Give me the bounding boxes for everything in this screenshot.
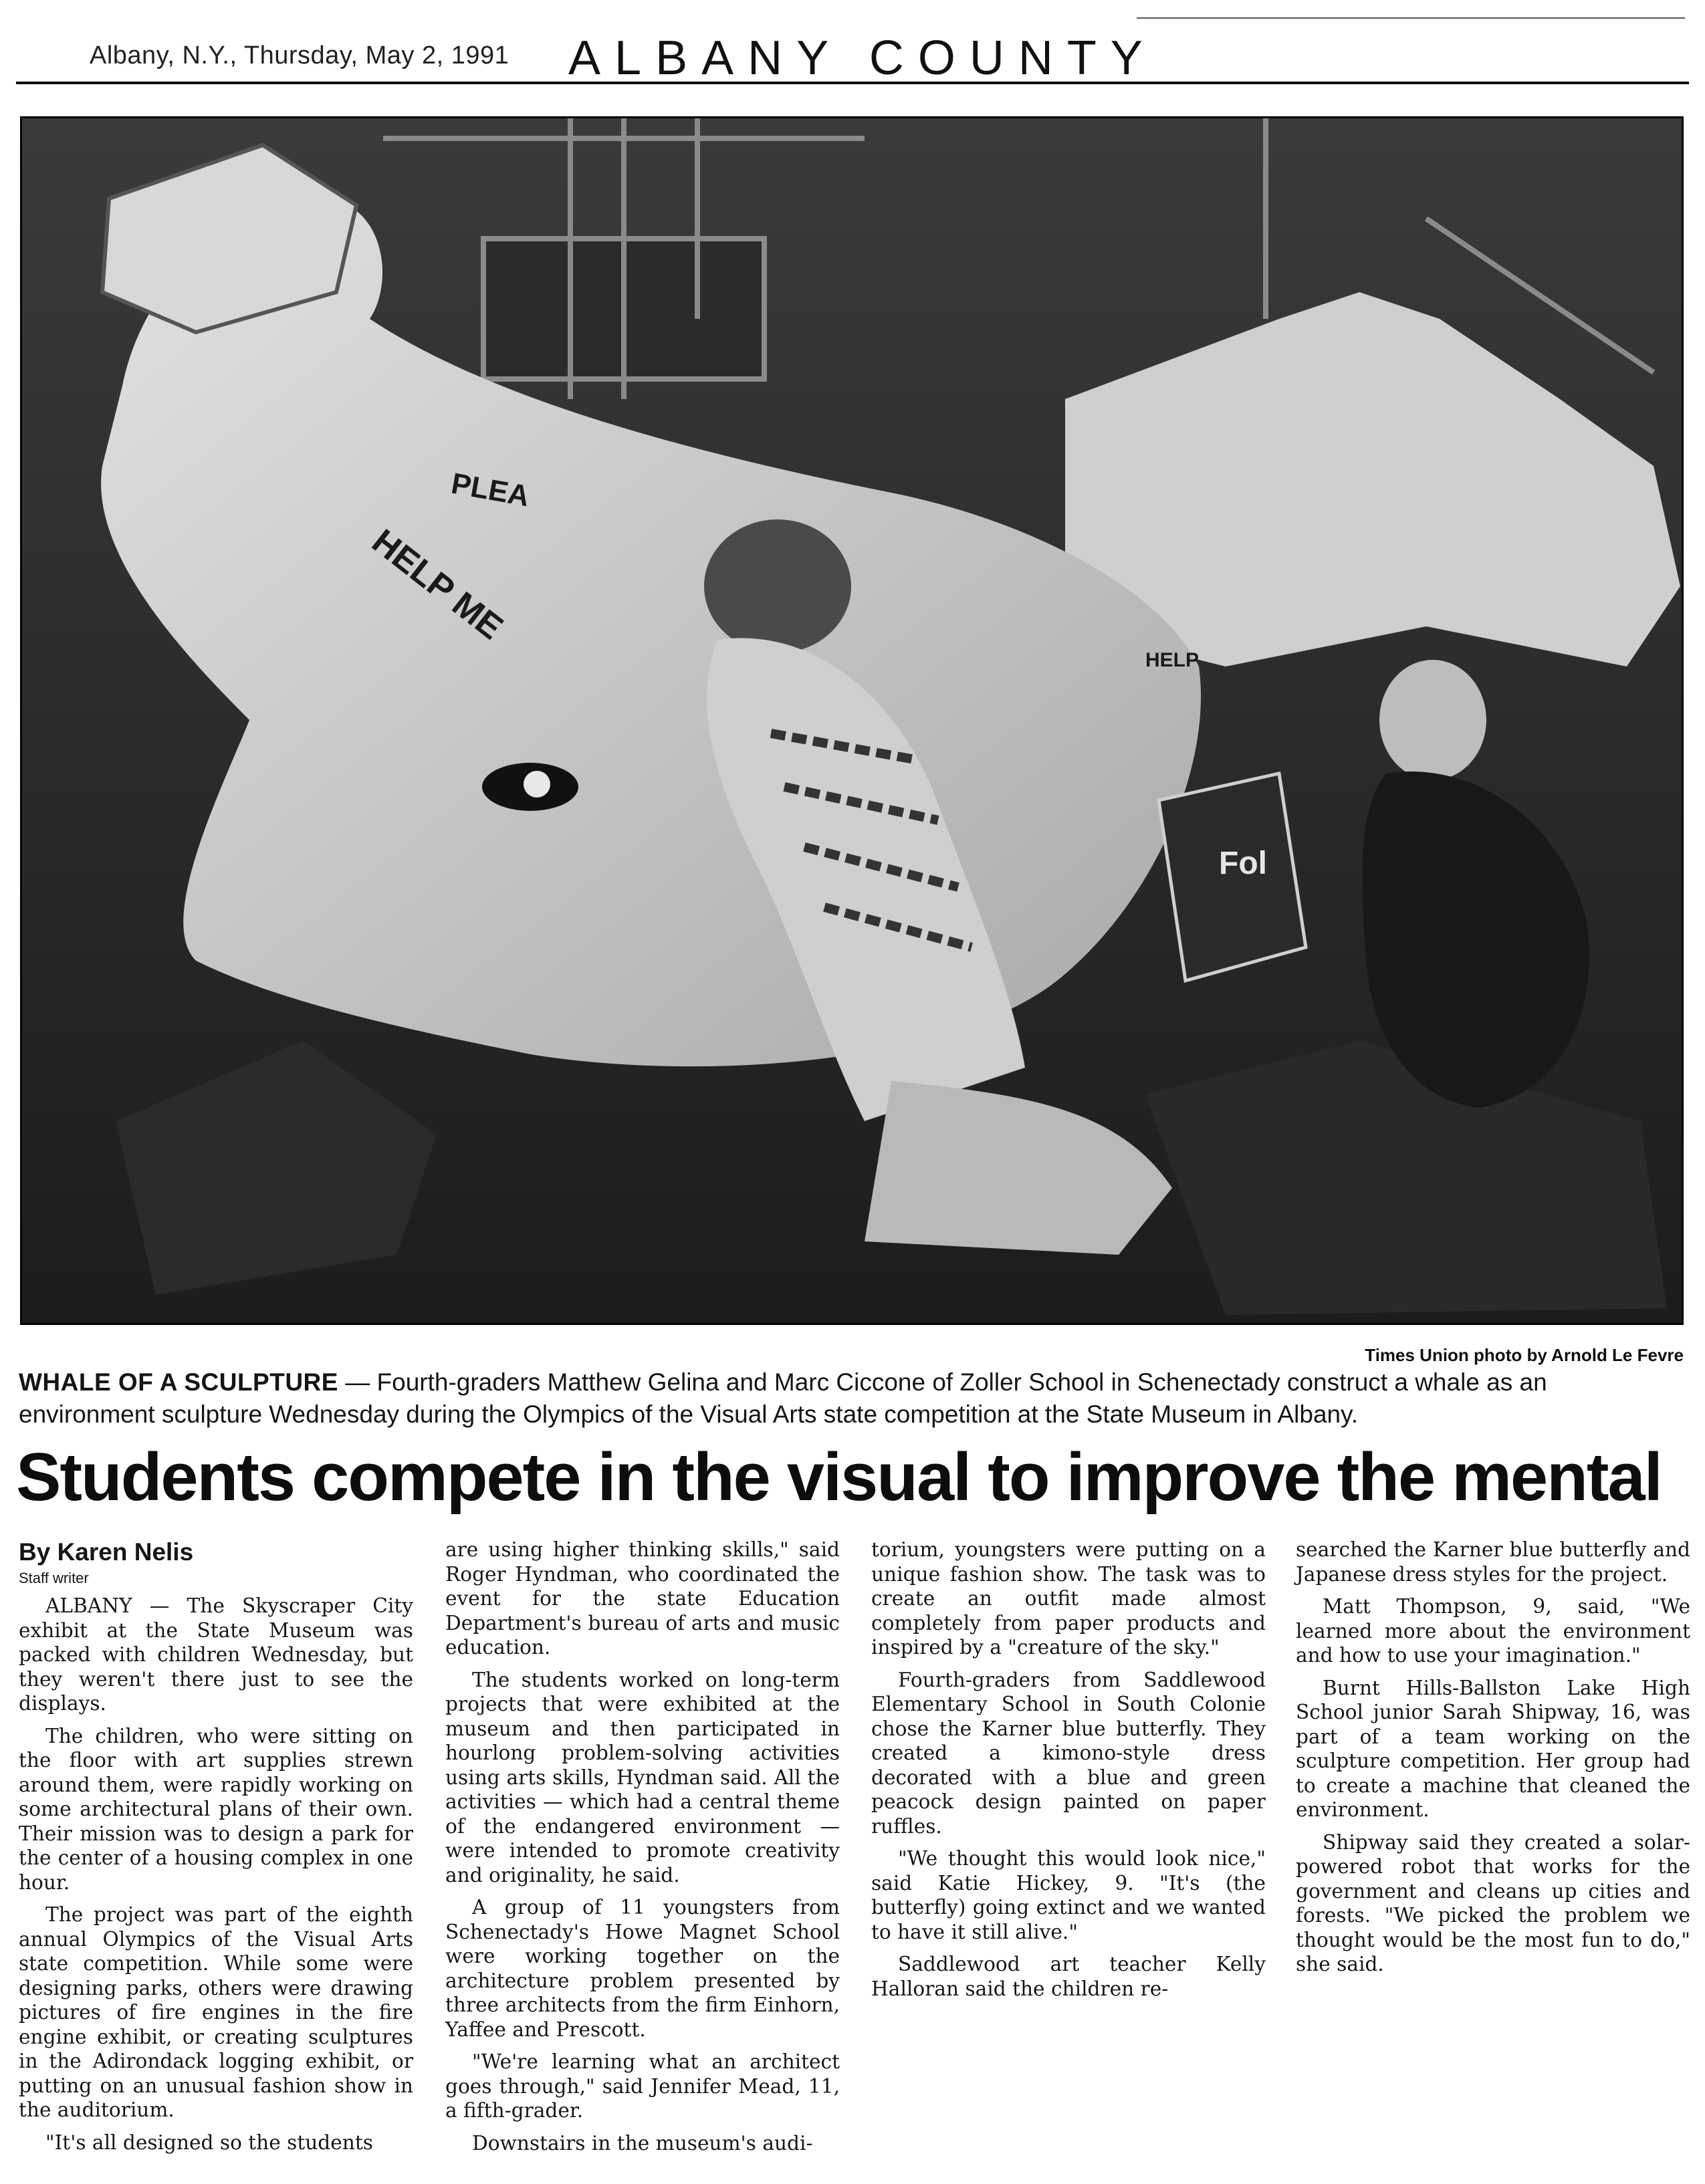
article-column-4 <box>1296 1538 1690 1985</box>
can-label: Fol <box>1219 846 1267 881</box>
paragraph: ALBANY — The Skyscraper City exhibit at the State Museum was packed with children Wednesday, but they weren't there just to see the displays. <box>19 1594 413 1715</box>
header-rule <box>16 82 1689 84</box>
byline: By Karen Nelis <box>19 1538 194 1566</box>
section-title: ALBANY COUNTY <box>568 31 1157 85</box>
paragraph: Matt Thompson, 9, said, "We learned more about the environment and how to use your imagination." <box>1296 1595 1690 1667</box>
headline: Students compete in the visual to improve the mental <box>16 1440 1662 1515</box>
whale-text-help: HELP <box>1145 649 1200 671</box>
photo-credit: Times Union photo by Arnold Le Fevre <box>1365 1345 1684 1365</box>
photo-illustration <box>22 118 1682 1323</box>
paragraph: "We're learning what an architect goes through," said Jennifer Mead, 11, a fifth-grader. <box>445 2050 840 2122</box>
byline-role: Staff writer <box>19 1570 89 1586</box>
top-rule <box>1137 17 1685 19</box>
paragraph: searched the Karner blue butterfly and Japanese dress styles for the project. <box>1296 1538 1690 1586</box>
paragraph: The children, who were sitting on the floor with art supplies strewn around them, were rapidly working on some architectural plans of their own. Their mission was to design a park for the center of a housing complex in one hour. <box>19 1724 413 1894</box>
paragraph: Downstairs in the museum's audi- <box>472 2131 813 2155</box>
coffee-can <box>1159 773 1306 981</box>
paragraph: are using higher thinking skills," said Roger Hyndman, who coordinated the event for the state Education Department's bureau of arts and music education. <box>445 1538 840 1659</box>
paragraph: The project was part of the eighth annual Olympics of the Visual Arts state competition. While some were designing parks, others were drawing pictures of fire engines in the fire engine exhibit, or creating sculptures in the Adirondack logging exhibit, or putting on an unusual fashion show in the auditorium. <box>19 1903 413 2121</box>
paragraph: Fourth-graders from Saddlewood Elementary School in South Colonie chose the Karner blue butterfly. They created a kimono-style dress decorated with a blue and green peacock design painted on paper ruffles. <box>871 1668 1266 1838</box>
paragraph: A group of 11 youngsters from Schenectady's Howe Magnet School were working together on the architecture problem presented by three architects from the firm Einhorn, Yaffee and Prescott. <box>445 1896 840 2041</box>
article-column-3 <box>871 1538 1266 2009</box>
article-column-1 <box>19 1538 413 2163</box>
paragraph: torium, youngsters were putting on a unique fashion show. The task was to create an outfit made almost completely from paper products and inspired by a "creature of the sky." <box>871 1538 1266 1659</box>
news-photo <box>20 116 1684 1325</box>
paragraph: The students worked on long-term projects that were exhibited at the museum and then participated in hourlong problem-solving activities using arts skills, Hyndman said. All the activities — which had a central theme of the endangered environment — were intended to promote creativity and originality, he said. <box>445 1668 840 1887</box>
article-column-2 <box>445 1538 840 2163</box>
dateline: Albany, N.Y., Thursday, May 2, 1991 <box>90 41 509 70</box>
paragraph: Saddlewood art teacher Kelly Halloran said the children re- <box>871 1953 1266 2000</box>
whale-text-help-me: HELP ME <box>364 521 510 648</box>
whale-eye-highlight <box>524 771 550 798</box>
whale-text-plea: PLEA <box>449 467 532 513</box>
paragraph: Shipway said they created a solar-powered robot that works for the government and cleans up cities and forests. "We picked the problem we thought would be the most fun to do," she said. <box>1296 1830 1690 1975</box>
paragraph: "It's all designed so the students <box>45 2131 373 2154</box>
caption-text: — Fourth-graders Matthew Gelina and Marc Ciccone of Zoller School in Schenectady construct a whale as an environment sculpture Wednesday during the Olympics of the Visual Arts state competition at the State Museum in Albany. <box>19 1368 1547 1428</box>
paragraph: "We thought this would look nice," said Katie Hickey, 9. "It's (the butterfly) going extinct and we wanted to have it still alive." <box>871 1847 1266 1943</box>
caption-kicker: WHALE OF A SCULPTURE <box>19 1368 338 1396</box>
paragraph: Burnt Hills-Ballston Lake High School junior Sarah Shipway, 16, was part of a team working on the sculpture competition. Her group had to create a machine that cleaned the environment. <box>1296 1676 1690 1821</box>
photo-caption <box>19 1366 1684 1431</box>
